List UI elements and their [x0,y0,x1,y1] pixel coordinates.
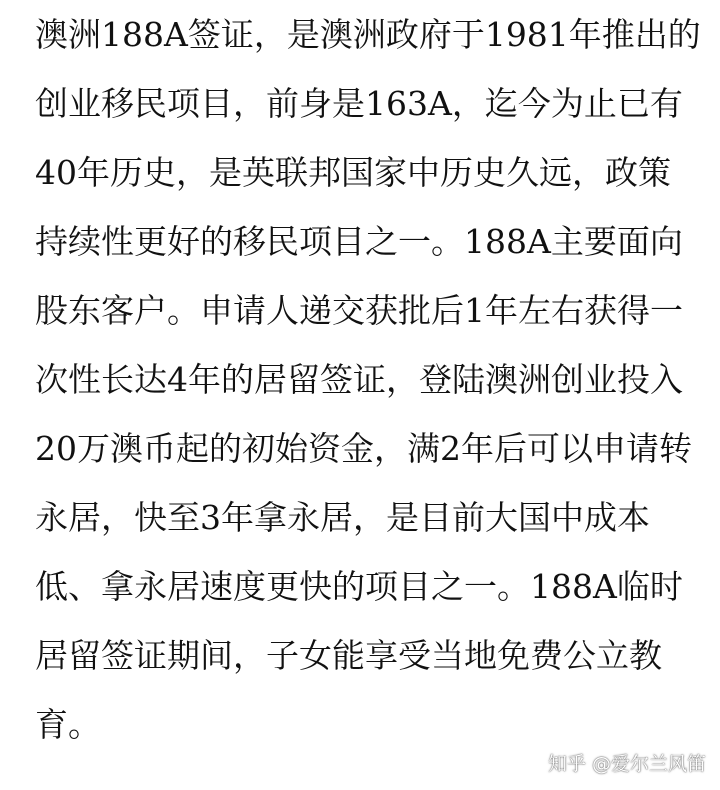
article-line: 股东客户。申请人递交获批后1年左右获得一 [35,291,683,330]
article-line: 次性长达4年的居留签证，登陆澳洲创业投入 [35,360,683,399]
article-line: 40年历史，是英联邦国家中历史久远，政策 [35,153,671,192]
article-line: 20万澳币起的初始资金，满2年后可以申请转 [35,429,692,468]
article-body [35,0,701,759]
article-line: 创业移民项目，前身是163A，迄今为止已有 [35,84,683,123]
watermark: 知乎 @爱尔兰风笛 [547,753,706,775]
article-line: 澳洲188A签证，是澳洲政府于1981年推出的 [35,15,701,54]
article-line: 永居，快至3年拿永居，是目前大国中成本 [35,498,650,537]
article-line: 持续性更好的移民项目之一。188A主要面向 [35,222,683,261]
article-line: 育。 [35,705,101,744]
article-line: 低、拿永居速度更快的项目之一。188A临时 [35,567,683,606]
article-line: 居留签证期间，子女能享受当地免费公立教 [35,636,662,675]
